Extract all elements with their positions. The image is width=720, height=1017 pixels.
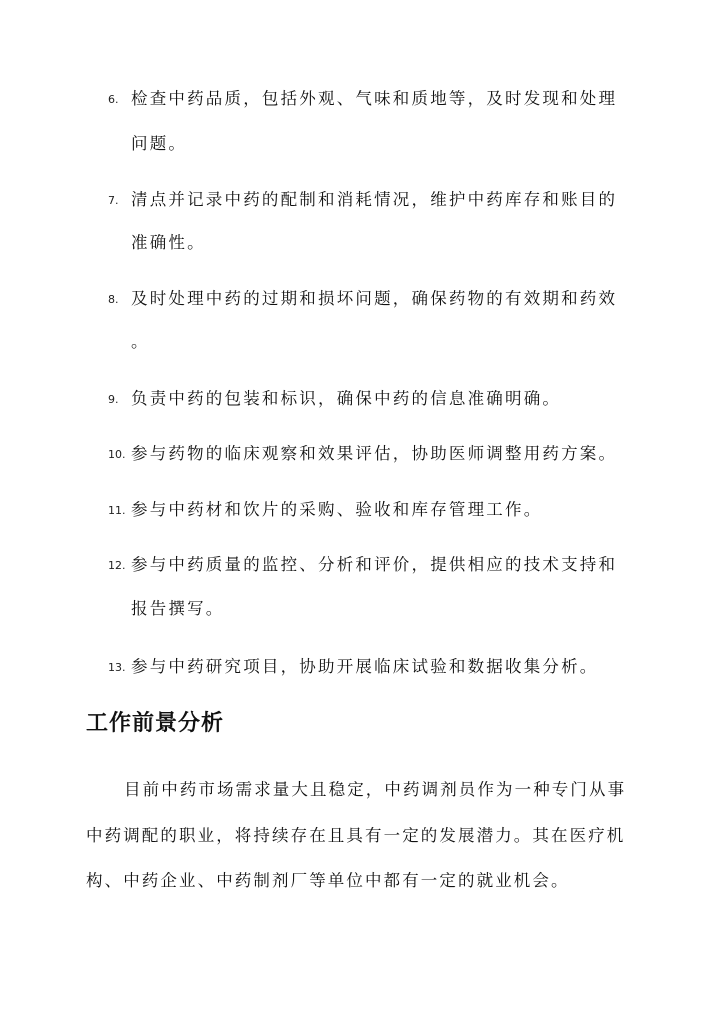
list-item-number: 6. [108, 93, 119, 106]
list-item-text: 清点并记录中药的配制和消耗情况，维护中药库存和账目的 [131, 190, 618, 209]
list-item-text: 参与药物的临床观察和效果评估，协助医师调整用药方案。 [131, 444, 618, 463]
list-item-number: 7. [108, 194, 119, 207]
list-item-text: 及时处理中药的过期和损坏问题，确保药物的有效期和药效 [131, 289, 618, 308]
list-item-text: 参与中药质量的监控、分析和评价，提供相应的技术支持和 [131, 555, 618, 574]
list-item-text: 准确性。 [131, 233, 206, 252]
list-item-text: 问题。 [131, 134, 188, 153]
list-item-number: 8. [108, 293, 119, 306]
list-item-text: 参与中药研究项目，协助开展临床试验和数据收集分析。 [131, 657, 599, 676]
list-item-text: 参与中药材和饮片的采购、验收和库存管理工作。 [131, 500, 543, 519]
paragraph-line: 中药调配的职业，将持续存在且具有一定的发展潜力。其在医疗机 [86, 826, 626, 845]
list-item-number: 11. [108, 504, 126, 517]
paragraph-line: 构、中药企业、中药制剂厂等单位中都有一定的就业机会。 [86, 871, 570, 890]
list-item-text: 。 [131, 332, 150, 351]
list-item-number: 13. [108, 661, 126, 674]
list-item-text: 负责中药的包装和标识，确保中药的信息准确明确。 [131, 389, 562, 408]
list-item-text: 检查中药品质，包括外观、气味和质地等，及时发现和处理 [131, 89, 618, 108]
list-item-number: 12. [108, 559, 126, 572]
list-item-number: 9. [108, 393, 119, 406]
list-item-text: 报告撰写。 [131, 599, 225, 618]
paragraph-line: 目前中药市场需求量大且稳定，中药调剂员作为一种专门从事 [124, 780, 627, 799]
list-item-number: 10. [108, 448, 126, 461]
section-heading: 工作前景分析 [86, 711, 225, 736]
